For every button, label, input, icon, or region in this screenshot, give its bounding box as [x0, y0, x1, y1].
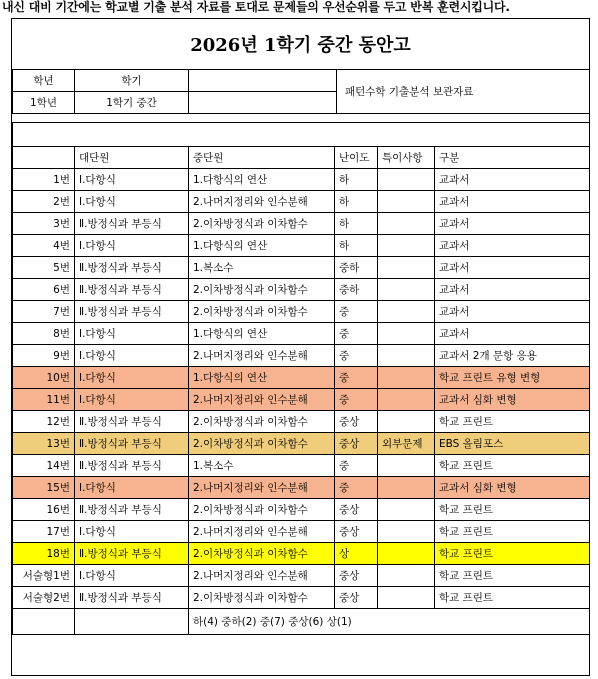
notes-cell [378, 235, 435, 257]
notes-cell [378, 543, 435, 565]
category-cell: 교과서 [435, 213, 590, 235]
subunit-cell: 2.이차방정식과 이차함수 [189, 279, 335, 301]
table-row [13, 301, 590, 323]
unit-cell: Ⅱ.방정식과 부등식 [75, 587, 189, 609]
notes-cell [378, 587, 435, 609]
difficulty-cell: 중상 [335, 587, 378, 609]
table-row [13, 411, 590, 433]
column-header-row [13, 147, 590, 169]
table-row [13, 433, 590, 455]
subunit-cell: 1.복소수 [189, 257, 335, 279]
category-cell: 학교 프린트 [435, 499, 590, 521]
subunit-cell: 2.나머지정리와 인수분해 [189, 477, 335, 499]
question-number: 15번 [13, 477, 75, 499]
subunit-cell: 1.다항식의 연산 [189, 323, 335, 345]
subunit-cell: 2.이차방정식과 이차함수 [189, 213, 335, 235]
summary-empty-cell [75, 609, 189, 635]
difficulty-cell: 중 [335, 455, 378, 477]
category-cell: 학교 프린트 [435, 521, 590, 543]
unit-cell: Ⅱ.방정식과 부등식 [75, 411, 189, 433]
exam-analysis-sheet [11, 18, 590, 676]
table-row [13, 367, 590, 389]
unit-cell: Ⅱ.방정식과 부등식 [75, 433, 189, 455]
question-number: 17번 [13, 521, 75, 543]
spacer-cell [13, 123, 590, 147]
question-number: 3번 [13, 213, 75, 235]
publisher-label: 패턴수학 기출분석 보관자료 [337, 70, 590, 114]
subunit-cell: 1.다항식의 연산 [189, 169, 335, 191]
category-cell: 교과서 [435, 301, 590, 323]
subunit-cell: 2.이차방정식과 이차함수 [189, 543, 335, 565]
subunit-cell: 1.복소수 [189, 455, 335, 477]
question-number: 2번 [13, 191, 75, 213]
category-cell: 교과서 [435, 257, 590, 279]
unit-cell: Ⅰ.다항식 [75, 521, 189, 543]
unit-cell: Ⅱ.방정식과 부등식 [75, 499, 189, 521]
category-cell: 교과서 [435, 169, 590, 191]
table-row [13, 257, 590, 279]
difficulty-cell: 중상 [335, 565, 378, 587]
notes-cell [378, 323, 435, 345]
table-row [13, 191, 590, 213]
question-number: 9번 [13, 345, 75, 367]
category-cell: 학교 프린트 [435, 455, 590, 477]
intro-text: 내신 대비 기간에는 학교별 기출 분석 자료를 토대로 문제들의 우선순위를 두고 반복 훈련시킵니다. [2, 0, 510, 14]
notes-cell [378, 389, 435, 411]
unit-cell: Ⅰ.다항식 [75, 169, 189, 191]
info-empty-cell [189, 92, 337, 114]
unit-cell: Ⅰ.다항식 [75, 477, 189, 499]
difficulty-cell: 중상 [335, 411, 378, 433]
question-number: 1번 [13, 169, 75, 191]
category-cell: 교과서 심화 변형 [435, 477, 590, 499]
difficulty-cell: 하 [335, 235, 378, 257]
table-row [13, 169, 590, 191]
notes-cell [378, 257, 435, 279]
unit-cell: Ⅱ.방정식과 부등식 [75, 257, 189, 279]
header-number [13, 147, 75, 169]
exam-info-table [12, 69, 590, 114]
notes-cell: 외부문제 [378, 433, 435, 455]
notes-cell [378, 367, 435, 389]
table-row [13, 587, 590, 609]
question-number: 5번 [13, 257, 75, 279]
subunit-cell: 2.나머지정리와 인수분해 [189, 191, 335, 213]
table-row [13, 213, 590, 235]
subunit-cell: 2.나머지정리와 인수분해 [189, 345, 335, 367]
notes-cell [378, 191, 435, 213]
difficulty-cell: 중상 [335, 499, 378, 521]
question-number: 13번 [13, 433, 75, 455]
category-cell: 학교 프린트 [435, 565, 590, 587]
question-number: 10번 [13, 367, 75, 389]
difficulty-cell: 중상 [335, 433, 378, 455]
notes-cell [378, 345, 435, 367]
table-row [13, 323, 590, 345]
grade-value: 1학년 [13, 92, 75, 114]
difficulty-cell: 중 [335, 477, 378, 499]
unit-cell: Ⅰ.다항식 [75, 345, 189, 367]
notes-cell [378, 301, 435, 323]
category-cell: 교과서 [435, 323, 590, 345]
difficulty-cell: 하 [335, 169, 378, 191]
question-number: 14번 [13, 455, 75, 477]
unit-cell: Ⅱ.방정식과 부등식 [75, 279, 189, 301]
spacer-row [13, 123, 590, 147]
subunit-cell: 2.나머지정리와 인수분해 [189, 521, 335, 543]
category-cell: 학교 프린트 [435, 587, 590, 609]
question-number: 서술형1번 [13, 565, 75, 587]
notes-cell [378, 213, 435, 235]
category-cell: 교과서 심화 변형 [435, 389, 590, 411]
table-row [13, 455, 590, 477]
question-number: 8번 [13, 323, 75, 345]
subunit-cell: 2.이차방정식과 이차함수 [189, 587, 335, 609]
summary-row [13, 609, 590, 635]
question-number: 서술형2번 [13, 587, 75, 609]
subunit-cell: 1.다항식의 연산 [189, 367, 335, 389]
notes-cell [378, 499, 435, 521]
question-number: 11번 [13, 389, 75, 411]
unit-cell: Ⅱ.방정식과 부등식 [75, 301, 189, 323]
notes-cell [378, 477, 435, 499]
unit-cell: Ⅰ.다항식 [75, 191, 189, 213]
subunit-cell: 2.이차방정식과 이차함수 [189, 499, 335, 521]
unit-cell: Ⅰ.다항식 [75, 235, 189, 257]
category-cell: 교과서 [435, 279, 590, 301]
difficulty-cell: 중 [335, 323, 378, 345]
difficulty-cell: 중하 [335, 257, 378, 279]
subunit-cell: 2.이차방정식과 이차함수 [189, 411, 335, 433]
table-row [13, 235, 590, 257]
category-cell: 교과서 [435, 235, 590, 257]
page-title: 2026년 1학기 중간 동안고 [190, 35, 411, 56]
question-number: 16번 [13, 499, 75, 521]
table-row [13, 521, 590, 543]
subunit-cell: 2.이차방정식과 이차함수 [189, 433, 335, 455]
unit-cell: Ⅰ.다항식 [75, 389, 189, 411]
notes-cell [378, 521, 435, 543]
notes-cell [378, 565, 435, 587]
category-cell: 학교 프린트 유형 변형 [435, 367, 590, 389]
notes-cell [378, 455, 435, 477]
subunit-cell: 2.나머지정리와 인수분해 [189, 565, 335, 587]
info-empty-cell [189, 70, 337, 92]
unit-cell: Ⅱ.방정식과 부등식 [75, 543, 189, 565]
table-row [13, 543, 590, 565]
difficulty-cell: 중 [335, 301, 378, 323]
question-analysis-table [12, 122, 590, 635]
table-row [13, 345, 590, 367]
question-number: 18번 [13, 543, 75, 565]
difficulty-cell: 하 [335, 213, 378, 235]
table-row [13, 389, 590, 411]
term-header: 학기 [75, 70, 189, 92]
term-value: 1학기 중간 [75, 92, 189, 114]
difficulty-cell: 중상 [335, 521, 378, 543]
subunit-cell: 2.나머지정리와 인수분해 [189, 389, 335, 411]
header-category: 구분 [435, 147, 590, 169]
category-cell: 교과서 [435, 191, 590, 213]
subunit-cell: 2.이차방정식과 이차함수 [189, 301, 335, 323]
difficulty-cell: 중 [335, 389, 378, 411]
unit-cell: Ⅰ.다항식 [75, 367, 189, 389]
difficulty-cell: 중하 [335, 279, 378, 301]
difficulty-cell: 하 [335, 191, 378, 213]
unit-cell: Ⅰ.다항식 [75, 565, 189, 587]
question-number: 6번 [13, 279, 75, 301]
notes-cell [378, 279, 435, 301]
question-number: 4번 [13, 235, 75, 257]
table-row [13, 279, 590, 301]
category-cell: EBS 올림포스 [435, 433, 590, 455]
header-unit: 대단원 [75, 147, 189, 169]
question-number: 7번 [13, 301, 75, 323]
category-cell: 학교 프린트 [435, 411, 590, 433]
question-number: 12번 [13, 411, 75, 433]
notes-cell [378, 411, 435, 433]
unit-cell: Ⅱ.방정식과 부등식 [75, 455, 189, 477]
header-notes: 특이사항 [378, 147, 435, 169]
difficulty-cell: 상 [335, 543, 378, 565]
table-row [13, 565, 590, 587]
difficulty-summary: 하(4) 중하(2) 중(7) 중상(6) 상(1) [189, 609, 590, 635]
table-row [13, 499, 590, 521]
header-difficulty: 난이도 [335, 147, 378, 169]
difficulty-cell: 중 [335, 345, 378, 367]
notes-cell [378, 169, 435, 191]
unit-cell: Ⅱ.방정식과 부등식 [75, 213, 189, 235]
category-cell: 학교 프린트 [435, 543, 590, 565]
grade-header: 학년 [13, 70, 75, 92]
table-row [13, 477, 590, 499]
category-cell: 교과서 2개 문항 응용 [435, 345, 590, 367]
header-subunit: 중단원 [189, 147, 335, 169]
subunit-cell: 1.다항식의 연산 [189, 235, 335, 257]
difficulty-cell: 중 [335, 367, 378, 389]
summary-empty-cell [13, 609, 75, 635]
unit-cell: Ⅰ.다항식 [75, 323, 189, 345]
